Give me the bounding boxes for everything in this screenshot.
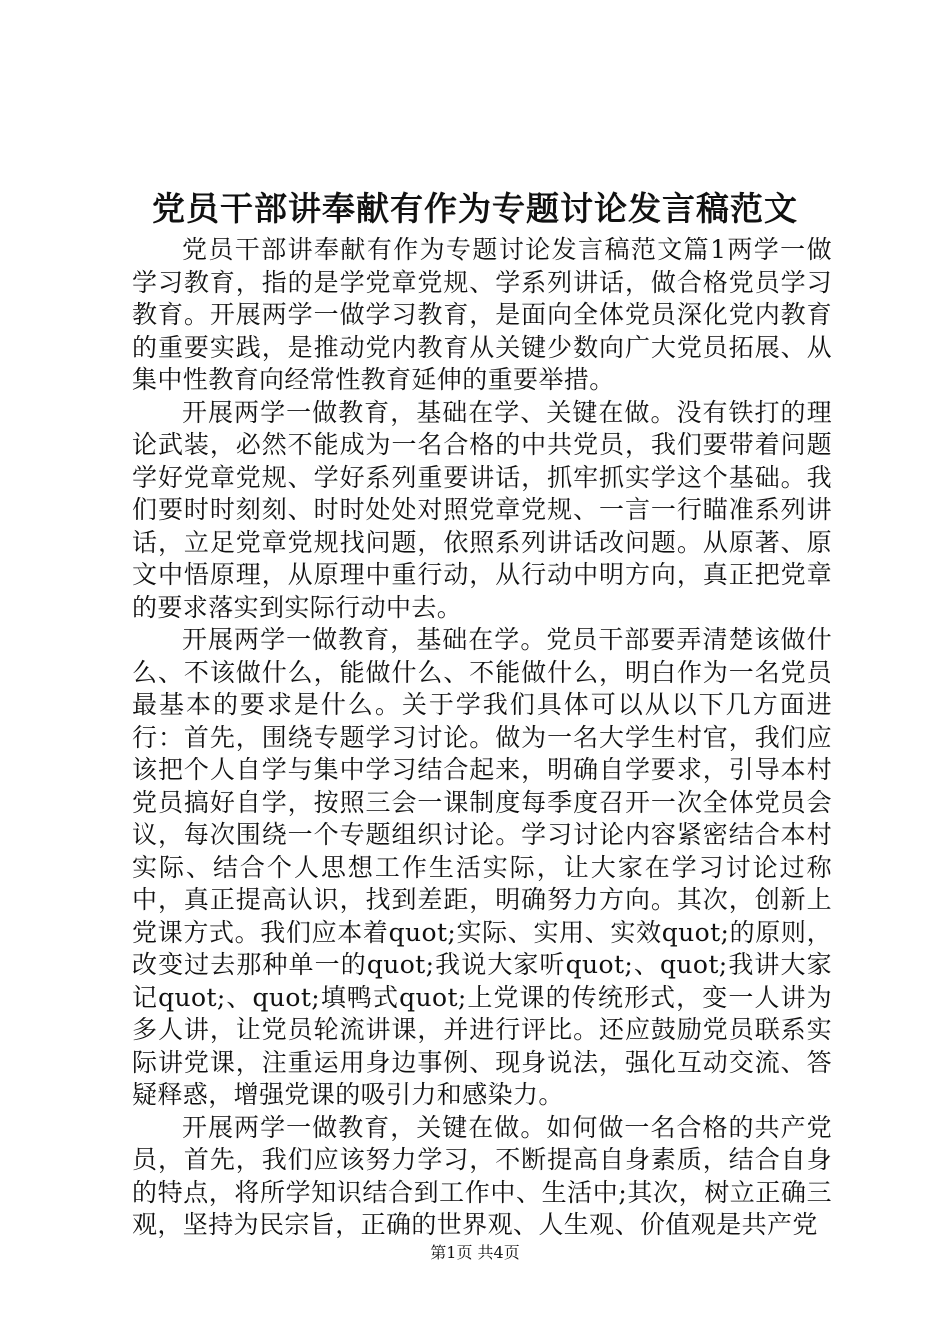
paragraph-3: 开展两学一做教育，基础在学。党员干部要弄清楚该做什么、不该做什么，能做什么、不能做什么，明白作为一名党员最基本的要求是什么。关于学我们具体可以从以下几方面进行：首先，围绕专题学习讨论。做为一名大学生村官，我们应该把个人自学与集中学习结合起来，明确自学要求，引导本村党员搞好自学，按照三会一课制度每季度召开一次全体党员会议，每次围绕一个专题组织讨论。学习讨论内容紧密结合本村实际、结合个人思想工作生活实际，让大家在学习讨论过称中，真正提高认识，找到差距，明确努力方向。其次，创新上党课方式。我们应本着quot;实际、实用、实效quot;的原则，改变过去那种单一的quot;我说大家听quot;、quot;我讲大家记quot;、quot;填鸭式quot;上党课的传统形式，变一人讲为多人讲，让党员轮流讲课，并进行评比。还应鼓励党员联系实际讲党课，注重运用身边事例、现身说法，强化互动交流、答疑释惑，增强党课的吸引力和感染力。 <box>132 625 832 1109</box>
paragraph-1: 党员干部讲奉献有作为专题讨论发言稿范文篇1两学一做学习教育，指的是学党章党规、学系列讲话，做合格党员学习教育。开展两学一做学习教育，是面向全体党员深化党内教育的重要实践，是推动党内教育从关键少数向广大党员拓展、从集中性教育向经常性教育延伸的重要举措。 <box>132 235 832 394</box>
paragraph-2: 开展两学一做教育，基础在学、关键在做。没有铁打的理论武装，必然不能成为一名合格的中共党员，我们要带着问题学好党章党规、学好系列重要讲话，抓牢抓实学这个基础。我们要时时刻刻、时时处处对照党章党规、一言一行瞄准系列讲话，立足党章党规找问题，依照系列讲话改问题。从原著、原文中悟原理，从原理中重行动，从行动中明方向，真正把党章的要求落实到实际行动中去。 <box>132 397 832 622</box>
document-title: 党员干部讲奉献有作为专题讨论发言稿范文 <box>152 189 798 228</box>
paragraph-4: 开展两学一做教育，关键在做。如何做一名合格的共产党员，首先，我们应该努力学习，不断提高自身素质，结合自身的特点，将所学知识结合到工作中、生活中;其次，树立正确三观，坚持为民宗旨，正确的世界观、人生观、价值观是共产党 <box>132 1112 832 1239</box>
document-body <box>132 234 832 1242</box>
page-footer: 第1页 共4页 <box>430 1243 520 1262</box>
